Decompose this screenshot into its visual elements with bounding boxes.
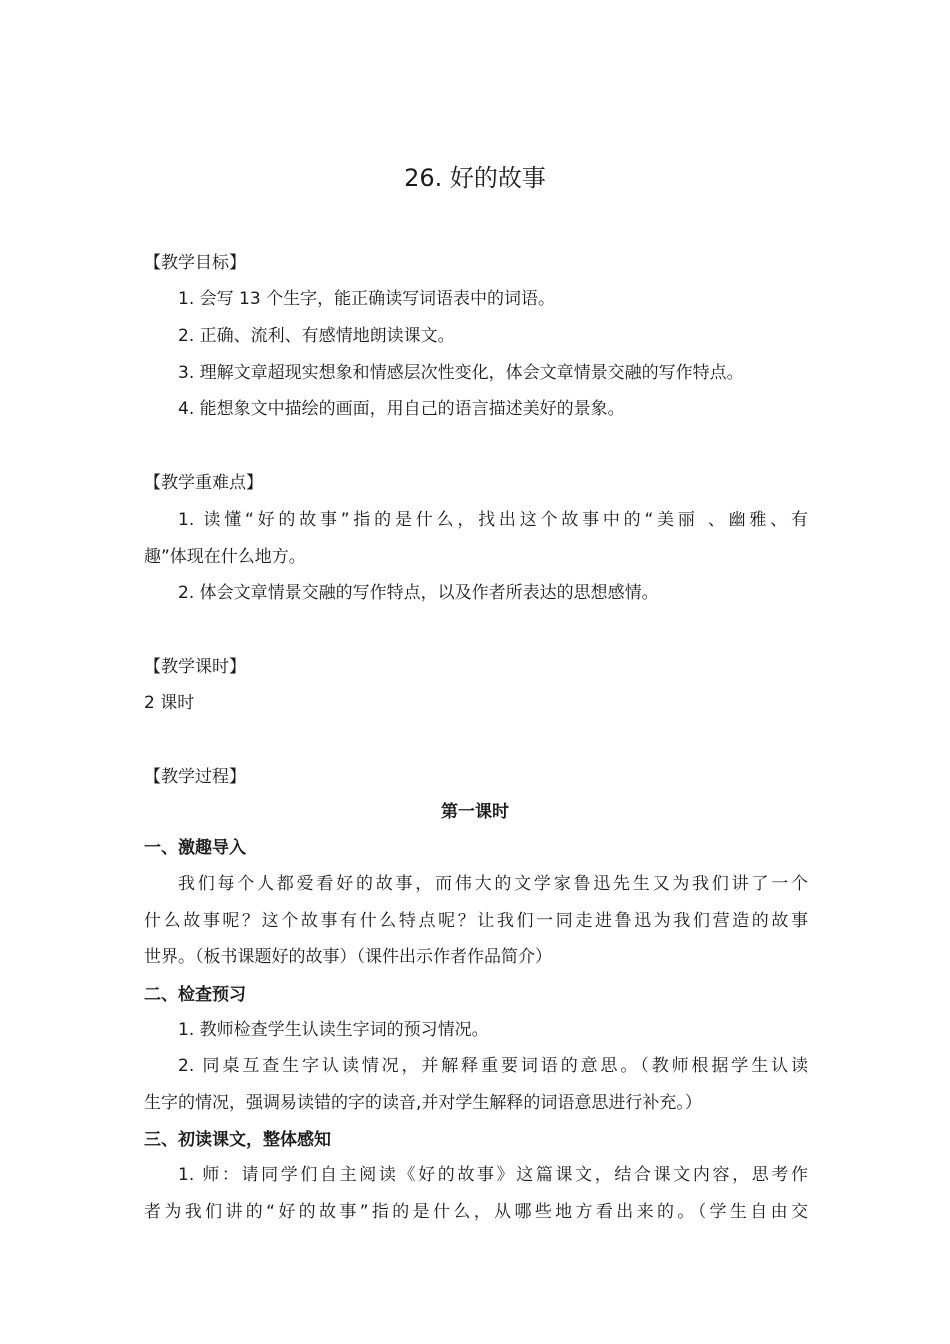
hours-value: 2 课时 <box>144 693 195 713</box>
list-item: 1. 师：请同学们自主阅读《好的故事》这篇课文，结合课文内容，思考作 <box>178 1165 808 1185</box>
list-item-continued: 者为我们讲的“好的故事”指的是什么，从哪些地方看出来的。（学生自由交 <box>144 1202 808 1222</box>
objective-item: 1. 会写 13 个生字，能正确读写词语表中的词语。 <box>178 289 556 309</box>
objectives-heading: 【教学目标】 <box>144 253 246 273</box>
key-point-item: 1. 读懂“好的故事”指的是什么，找出这个故事中的“美丽 、幽雅、有 <box>178 510 808 530</box>
objective-item: 3. 理解文章超现实想象和情感层次性变化，体会文章情景交融的写作特点。 <box>178 363 744 383</box>
section-heading: 三、初读课文，整体感知 <box>144 1130 331 1150</box>
key-point-item: 2. 体会文章情景交融的写作特点，以及作者所表达的思想感情。 <box>178 583 659 603</box>
paragraph-line: 我们每个人都爱看好的故事，而伟大的文学家鲁迅先生又为我们讲了一个 <box>178 874 808 894</box>
objective-item: 4. 能想象文中描绘的画面，用自己的语言描述美好的景象。 <box>178 399 625 419</box>
list-item: 1. 教师检查学生认读生字词的预习情况。 <box>178 1020 489 1040</box>
section-heading: 一、激趣导入 <box>144 838 246 858</box>
objective-item: 2. 正确、流利、有感情地朗读课文。 <box>178 326 455 346</box>
key-point-item-continued: 趣”体现在什么地方。 <box>144 547 306 567</box>
key-points-heading: 【教学重难点】 <box>144 473 263 493</box>
list-item-continued: 生字的情况，强调易读错的字的读音,并对学生解释的词语意思进行补充。） <box>144 1093 702 1113</box>
paragraph-line: 什么故事呢？这个故事有什么特点呢？让我们一同走进鲁迅为我们营造的故事 <box>144 911 808 931</box>
document-title: 26. 好的故事 <box>404 164 546 192</box>
lesson-heading: 第一课时 <box>441 802 509 822</box>
paragraph-line: 世界。（板书课题好的故事）（课件出示作者作品简介） <box>144 947 552 967</box>
list-item: 2. 同桌互查生字认读情况，并解释重要词语的意思。（教师根据学生认读 <box>178 1056 808 1076</box>
section-heading: 二、检查预习 <box>144 985 246 1005</box>
hours-heading: 【教学课时】 <box>144 657 246 677</box>
process-heading: 【教学过程】 <box>144 767 246 787</box>
